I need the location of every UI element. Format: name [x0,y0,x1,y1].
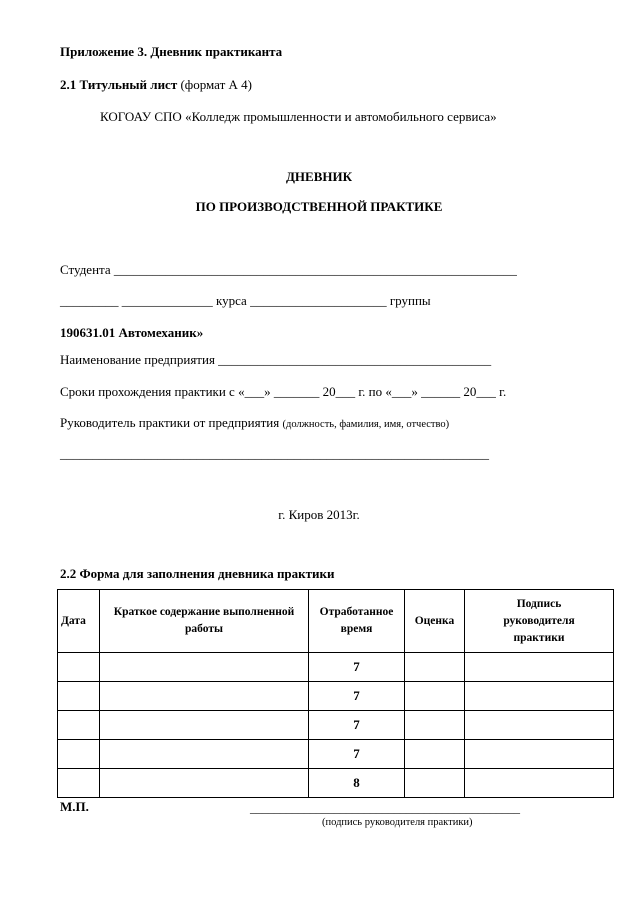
stamp-label: М.П. [60,799,89,814]
header-date: Дата [58,590,100,653]
table-row [58,653,614,682]
hours-cell: 7 [309,653,405,682]
section-2-heading: 2.2 Форма для заполнения дневника практики [60,566,335,581]
header-signature: Подпись руководителя практики [465,590,614,653]
hours-cell: 7 [309,682,405,711]
signature-line: _____________________________________________ [250,801,520,815]
practice-dates-field: Сроки прохождения практики с «___» _______ 20___ г. по «___» ______ 20___ г. [60,384,507,399]
supervisor-label: Руководитель практики от предприятия [60,415,283,430]
table-row [58,711,614,740]
hours-cell: 7 [309,740,405,769]
supervisor-line: __________________________________________________________________ [60,446,489,461]
table-header-row [58,590,614,653]
specialty: 190631.01 Автомеханик» [60,325,204,340]
header-content: Краткое содержание выполненной работы [100,590,309,653]
supervisor-hint: (должность, фамилия, имя, отчество) [282,419,450,430]
diary-subtitle: ПО ПРОИЗВОДСТВЕННОЙ ПРАКТИКЕ [195,199,443,214]
signature-caption: (подпись руководителя практики) [322,817,473,828]
header-grade: Оценка [405,590,465,653]
header-hours: Отработанное время [309,590,405,653]
section-1-label: 2.1 Титульный лист [60,77,178,92]
diary-title: ДНЕВНИК [285,169,353,184]
hours-cell: 8 [309,769,405,798]
table-row [58,740,614,769]
diary-table [57,589,614,798]
appendix-title: Приложение 3. Дневник практиканта [60,44,283,59]
section-1-heading [60,77,252,93]
supervisor-field [60,415,449,433]
college-name: КОГОАУ СПО «Колледж промышленности и автомобильного сервиса» [100,109,497,124]
hours-cell: 7 [309,711,405,740]
city-year: г. Киров 2013г. [278,507,360,522]
course-group-field: _________ ______________ курса _____________________ группы [60,293,431,308]
section-1-note: (формат А 4) [177,77,252,92]
enterprise-field: Наименование предприятия __________________________________________ [60,352,492,367]
student-field: Студента ______________________________________________________________ [60,262,517,277]
table-row [58,769,614,798]
table-row [58,682,614,711]
